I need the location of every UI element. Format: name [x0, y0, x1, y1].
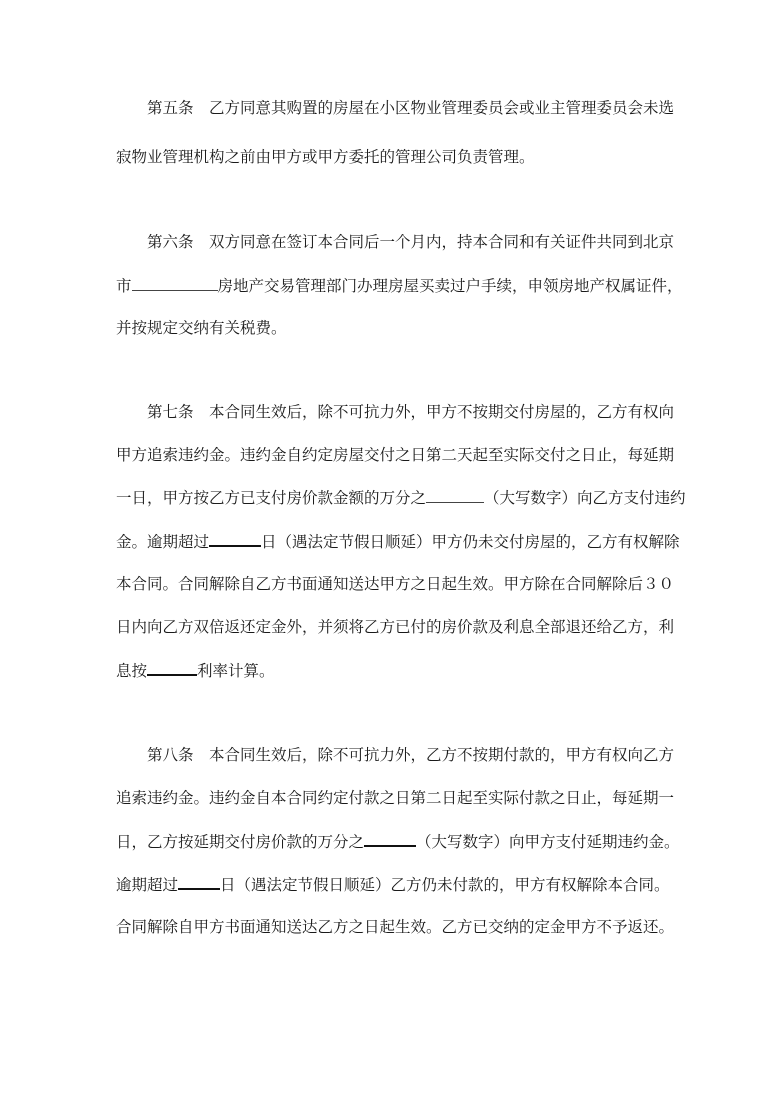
article7-line2: 甲方追索违约金。违约金自约定房屋交付之日第二天起至实际交付之日止，每延期 — [116, 446, 675, 464]
article8-line5: 合同解除自甲方书面通知送达乙方之日起生效。乙方已交纳的定金甲方不予返还。 — [116, 918, 675, 936]
article7-line7-suffix: 利率计算。 — [197, 662, 275, 680]
seller-overdue-days-blank[interactable] — [209, 531, 261, 547]
article7-line5: 本合同。合同解除自乙方书面通知送达甲方之日起生效。甲方除在合同解除后３０ — [116, 575, 675, 593]
buyer-overdue-days-blank[interactable] — [178, 874, 220, 890]
article7-line3 — [116, 488, 686, 508]
article8-line4-prefix: 逾期超过 — [116, 876, 179, 894]
article7-line4-prefix: 金。逾期超过 — [116, 533, 210, 551]
article7-line1: 第七条 本合同生效后，除不可抗力外，甲方不按期交付房屋的，乙方有权向 — [147, 403, 675, 421]
article6-line2-suffix: 房地产交易管理部门办理房屋买卖过户手续，申领房地产权属证件， — [217, 277, 683, 295]
article8-line3-suffix: （大写数字）向甲方支付延期违约金。 — [416, 833, 680, 851]
buyer-penalty-rate-blank[interactable] — [364, 831, 416, 847]
article6-line1: 第六条 双方同意在签订本合同后一个月内，持本合同和有关证件共同到北京 — [147, 233, 675, 251]
article5-line1: 第五条 乙方同意其购置的房屋在小区物业管理委员会或业主管理委员会未选 — [147, 99, 675, 117]
interest-rate-blank[interactable] — [147, 660, 197, 676]
article7-line6: 日内向乙方双倍返还定金外，并须将乙方已付的房价款及利息全部退还给乙方，利 — [116, 618, 675, 636]
article7-line4-suffix: 日（遇法定节假日顺延）甲方仍未交付房屋的，乙方有权解除 — [261, 533, 680, 551]
article7-line7-prefix: 息按 — [116, 662, 148, 680]
seller-penalty-rate-blank[interactable] — [426, 488, 484, 503]
article8-line1: 第八条 本合同生效后，除不可抗力外，乙方不按期付款的，甲方有权向乙方 — [147, 746, 675, 764]
article7-line7 — [116, 660, 275, 680]
article7-line3-suffix: （大写数字）向乙方支付违约 — [484, 489, 686, 507]
article8-line4 — [116, 874, 670, 894]
article8-line2: 追索违约金。违约金自本合同约定付款之日第二日起至实际付款之日止，每延期一 — [116, 789, 675, 807]
city-blank[interactable] — [132, 276, 218, 291]
article8-line3 — [116, 831, 680, 851]
article7-line4 — [116, 531, 680, 551]
article8-line4-suffix: 日（遇法定节假日顺延）乙方仍未付款的，甲方有权解除本合同。 — [220, 876, 670, 894]
article5-line2: 寂物业管理机构之前由甲方或甲方委托的管理公司负责管理。 — [116, 148, 535, 166]
article8-line3-prefix: 日，乙方按延期交付房价款的万分之 — [116, 833, 365, 851]
article6-line3: 并按规定交纳有关税费。 — [116, 319, 287, 337]
article6-line2 — [116, 276, 683, 296]
article6-line2-prefix: 市 — [116, 277, 132, 295]
article7-line3-prefix: 一日，甲方按乙方已支付房价款金额的万分之 — [116, 489, 427, 507]
